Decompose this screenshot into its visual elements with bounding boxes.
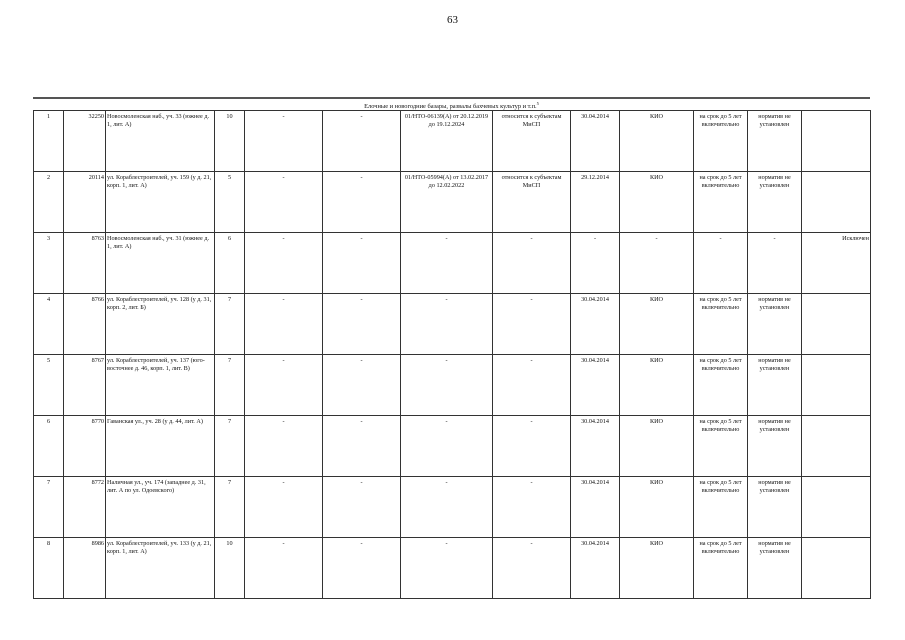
cell-authority: -: [620, 233, 694, 294]
cell-subject-status: -: [493, 355, 571, 416]
cell-places-count: 7: [215, 477, 245, 538]
cell-term: на срок до 5 лет включительно: [694, 111, 748, 172]
cell-subject-status: -: [493, 416, 571, 477]
cell-term: на срок до 5 лет включительно: [694, 355, 748, 416]
cell-inclusion-date: 30.04.2014: [571, 111, 620, 172]
cell-authority: КИО: [620, 538, 694, 599]
cell-col-5: -: [245, 111, 323, 172]
cell-row-number: 5: [34, 355, 64, 416]
cell-col-5: -: [245, 233, 323, 294]
cell-col-6: -: [323, 477, 401, 538]
cell-note: [802, 172, 871, 233]
cell-term: на срок до 5 лет включительно: [694, 294, 748, 355]
cell-inclusion-date: 30.04.2014: [571, 355, 620, 416]
cell-norm: -: [748, 233, 802, 294]
cell-col-6: -: [323, 172, 401, 233]
cell-col-6: -: [323, 233, 401, 294]
cell-authority: КИО: [620, 172, 694, 233]
cell-address: ул. Кораблестроителей, уч. 159 (у д. 21, корп. 1, лит. А): [106, 172, 215, 233]
cell-permit: -: [401, 477, 493, 538]
cell-address: Гаванская ул., уч. 28 (у д. 44, лит. А): [106, 416, 215, 477]
cell-permit: -: [401, 233, 493, 294]
cell-subject-status: -: [493, 477, 571, 538]
cell-col-5: -: [245, 538, 323, 599]
cell-places-count: 5: [215, 172, 245, 233]
cell-permit: 01/НТО-06139(А) от 20.12.2019 до 19.12.2024: [401, 111, 493, 172]
cell-address: ул. Кораблестроителей, уч. 128 (у д. 31, корп. 2, лит. Б): [106, 294, 215, 355]
cell-address: Новосмоленская наб., уч. 33 (южнее д. 1, лит. А): [106, 111, 215, 172]
cell-permit: -: [401, 355, 493, 416]
cell-inclusion-date: 30.04.2014: [571, 538, 620, 599]
cell-subject-status: -: [493, 233, 571, 294]
cell-object-id: 8767: [64, 355, 106, 416]
cell-row-number: 3: [34, 233, 64, 294]
registry-table: [33, 110, 871, 599]
cell-places-count: 6: [215, 233, 245, 294]
table-row: [34, 416, 871, 477]
cell-norm: норматив не установлен: [748, 355, 802, 416]
cell-object-id: 8766: [64, 294, 106, 355]
cell-row-number: 7: [34, 477, 64, 538]
cell-subject-status: относится к субъектам МиСП: [493, 172, 571, 233]
cell-norm: норматив не установлен: [748, 477, 802, 538]
cell-note: [802, 416, 871, 477]
section-title: [33, 101, 870, 110]
cell-authority: КИО: [620, 416, 694, 477]
cell-address: ул. Кораблестроителей, уч. 133 (у д. 21, корп. 1, лит. А): [106, 538, 215, 599]
cell-object-id: 8986: [64, 538, 106, 599]
section-title-text: Елочные и новогодние базары, развалы бахчевых культур и т.п.: [364, 103, 537, 111]
cell-note: [802, 294, 871, 355]
cell-subject-status: -: [493, 538, 571, 599]
cell-permit: -: [401, 294, 493, 355]
cell-places-count: 7: [215, 355, 245, 416]
cell-row-number: 2: [34, 172, 64, 233]
cell-object-id: 8770: [64, 416, 106, 477]
cell-note: [802, 538, 871, 599]
cell-term: на срок до 5 лет включительно: [694, 416, 748, 477]
table-row: [34, 111, 871, 172]
cell-authority: КИО: [620, 111, 694, 172]
cell-address: Новосмоленская наб., уч. 31 (южнее д. 1, лит. А): [106, 233, 215, 294]
table-row: [34, 355, 871, 416]
cell-term: на срок до 5 лет включительно: [694, 538, 748, 599]
cell-col-5: -: [245, 355, 323, 416]
cell-places-count: 10: [215, 111, 245, 172]
cell-inclusion-date: 30.04.2014: [571, 416, 620, 477]
cell-note: [802, 477, 871, 538]
cell-object-id: 8763: [64, 233, 106, 294]
cell-inclusion-date: 30.04.2014: [571, 294, 620, 355]
cell-inclusion-date: -: [571, 233, 620, 294]
table-row: [34, 233, 871, 294]
cell-authority: КИО: [620, 294, 694, 355]
cell-col-6: -: [323, 111, 401, 172]
cell-col-6: -: [323, 538, 401, 599]
cell-permit: -: [401, 538, 493, 599]
cell-term: -: [694, 233, 748, 294]
cell-row-number: 6: [34, 416, 64, 477]
cell-norm: норматив не установлен: [748, 416, 802, 477]
cell-address: ул. Кораблестроителей, уч. 137 (юго-восточнее д. 46, корп. 1, лит. В): [106, 355, 215, 416]
cell-note: [802, 111, 871, 172]
cell-note: Исключен: [802, 233, 871, 294]
cell-places-count: 7: [215, 294, 245, 355]
cell-permit: 01/НТО-05994(А) от 13.02.2017 до 12.02.2022: [401, 172, 493, 233]
cell-address: Наличная ул., уч. 174 (западнее д. 31, лит. А по ул. Одоевского): [106, 477, 215, 538]
cell-note: [802, 355, 871, 416]
cell-col-6: -: [323, 416, 401, 477]
cell-object-id: 20114: [64, 172, 106, 233]
cell-authority: КИО: [620, 355, 694, 416]
cell-row-number: 1: [34, 111, 64, 172]
cell-col-6: -: [323, 355, 401, 416]
cell-norm: норматив не установлен: [748, 172, 802, 233]
cell-col-5: -: [245, 294, 323, 355]
table-row: [34, 477, 871, 538]
cell-col-6: -: [323, 294, 401, 355]
cell-col-5: -: [245, 477, 323, 538]
cell-norm: норматив не установлен: [748, 538, 802, 599]
cell-inclusion-date: 29.12.2014: [571, 172, 620, 233]
cell-term: на срок до 5 лет включительно: [694, 172, 748, 233]
page-number: 63: [447, 14, 458, 26]
table-row: [34, 172, 871, 233]
cell-row-number: 8: [34, 538, 64, 599]
cell-col-5: -: [245, 416, 323, 477]
cell-norm: норматив не установлен: [748, 111, 802, 172]
cell-places-count: 7: [215, 416, 245, 477]
cell-object-id: 32250: [64, 111, 106, 172]
cell-subject-status: относится к субъектам МиСП: [493, 111, 571, 172]
table-row: [34, 538, 871, 599]
cell-col-5: -: [245, 172, 323, 233]
cell-term: на срок до 5 лет включительно: [694, 477, 748, 538]
table-row: [34, 294, 871, 355]
cell-inclusion-date: 30.04.2014: [571, 477, 620, 538]
cell-places-count: 10: [215, 538, 245, 599]
cell-object-id: 8772: [64, 477, 106, 538]
cell-row-number: 4: [34, 294, 64, 355]
section-footnote-mark: 5: [536, 101, 539, 106]
cell-subject-status: -: [493, 294, 571, 355]
cell-authority: КИО: [620, 477, 694, 538]
cell-norm: норматив не установлен: [748, 294, 802, 355]
cell-permit: -: [401, 416, 493, 477]
header-rule: [33, 97, 870, 99]
